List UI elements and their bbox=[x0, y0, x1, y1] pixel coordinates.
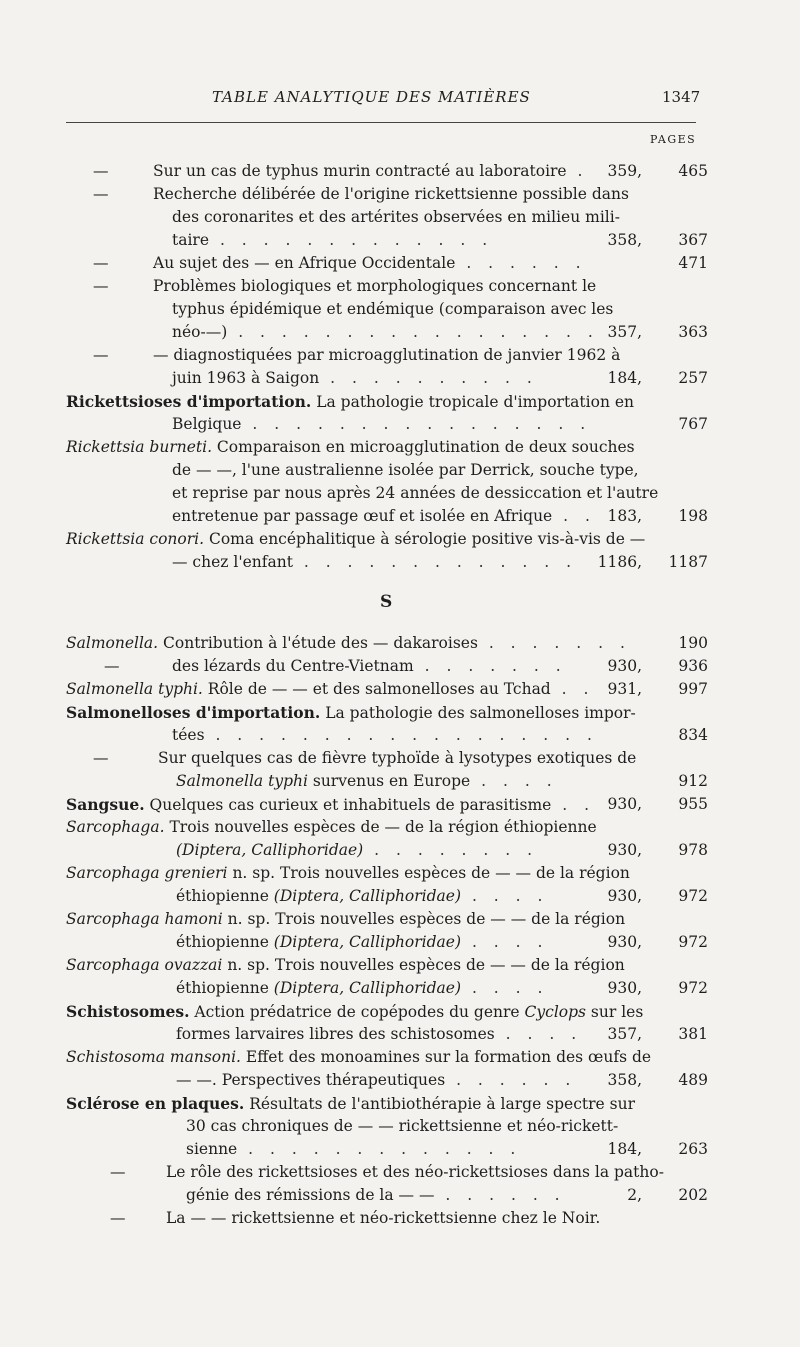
ditto-dash: — bbox=[93, 162, 109, 180]
entry-italic-term: Sarcophaga grenieri bbox=[66, 864, 228, 882]
page-reference: 263 bbox=[678, 1140, 708, 1158]
leader-dots: . . . . . . . . . . . . . bbox=[292, 553, 578, 571]
entry-italic-term: Salmonella typhi bbox=[176, 772, 308, 790]
index-line bbox=[66, 528, 645, 551]
entry-text: des lézards du Centre-Vietnam bbox=[172, 657, 414, 675]
index-line bbox=[172, 367, 538, 390]
index-line bbox=[66, 954, 625, 977]
header-rule bbox=[66, 122, 696, 123]
page-reference: 972 bbox=[678, 887, 708, 905]
ditto-dash: — bbox=[93, 749, 109, 767]
index-line bbox=[172, 321, 599, 344]
entry-italic-term: Cyclops bbox=[524, 1003, 586, 1021]
volume-number: 184, bbox=[607, 369, 642, 387]
entry-italic-term: Sarcophaga. bbox=[66, 818, 165, 836]
volume-number: 930, bbox=[607, 657, 642, 675]
index-line bbox=[66, 1000, 643, 1023]
index-line bbox=[66, 1092, 635, 1115]
index-line bbox=[172, 505, 596, 528]
volume-number: 930, bbox=[607, 841, 642, 859]
page-reference: 834 bbox=[678, 726, 708, 744]
volume-number: 930, bbox=[607, 887, 642, 905]
entry-italic-term: Sarcophaga hamoni bbox=[66, 910, 223, 928]
entry-text: — —. Perspectives thérapeutiques bbox=[176, 1071, 446, 1089]
entry-text: — diagnostiquées par microagglutination de janvier 1962 à bbox=[153, 346, 621, 364]
volume-number: 930, bbox=[607, 933, 642, 951]
index-line bbox=[153, 252, 587, 275]
leader-dots: . . . . . . . bbox=[413, 657, 567, 675]
leader-dots: . . . . bbox=[461, 933, 549, 951]
volume-number: 358, bbox=[607, 231, 642, 249]
entry-italic-term: (Diptera, Calliphoridae) bbox=[176, 841, 364, 859]
entry-text: typhus épidémique et endémique (comparaison avec les bbox=[172, 300, 614, 318]
entry-italic-term: Salmonella. bbox=[66, 634, 159, 652]
entry-text: La — — rickettsienne et néo-rickettsienne chez le Noir. bbox=[166, 1209, 601, 1227]
page-reference: 972 bbox=[678, 933, 708, 951]
entry-text: génie des rémissions de la — — bbox=[186, 1186, 435, 1204]
entry-text: éthiopienne bbox=[176, 979, 274, 997]
leader-dots: . . . . . . . . . . . . . bbox=[209, 231, 494, 249]
leader-dots: . . . . . . . bbox=[477, 634, 631, 652]
index-line bbox=[176, 770, 558, 793]
leader-dots: . . bbox=[550, 680, 595, 698]
volume-number: 1186, bbox=[597, 553, 642, 571]
index-line bbox=[172, 229, 493, 252]
leader-dots: . . . . bbox=[494, 1025, 583, 1043]
entry-italic-term: Schistosoma mansoni. bbox=[66, 1048, 241, 1066]
leader-dots: . . . . bbox=[461, 979, 549, 997]
index-line bbox=[176, 977, 548, 1000]
entry-text: Comparaison en microagglutination de deux souches bbox=[212, 438, 635, 456]
index-line bbox=[186, 1184, 566, 1207]
index-line bbox=[172, 482, 658, 505]
entry-text: juin 1963 à Saigon bbox=[172, 369, 320, 387]
index-line bbox=[186, 1115, 618, 1138]
entry-text: tées bbox=[172, 726, 205, 744]
index-line bbox=[172, 459, 639, 482]
leader-dots: . bbox=[566, 162, 589, 180]
entry-italic-term: Rickettsia conori. bbox=[66, 530, 205, 548]
index-line bbox=[166, 1161, 664, 1184]
volume-number: 930, bbox=[607, 979, 642, 997]
index-line bbox=[66, 678, 594, 701]
page-reference: 190 bbox=[678, 634, 708, 652]
page-reference: 363 bbox=[678, 323, 708, 341]
entry-text: survenus en Europe bbox=[307, 772, 471, 790]
ditto-dash: — bbox=[93, 185, 109, 203]
entry-text: de — —, l'une australienne isolée par Derrick, souche type, bbox=[172, 461, 639, 479]
pages-column-label: PAGES bbox=[650, 133, 697, 146]
entry-text: Rôle de — — et des salmonelloses au Tchad bbox=[202, 680, 551, 698]
index-line bbox=[176, 885, 548, 908]
page-reference: 936 bbox=[678, 657, 708, 675]
entry-text: Sur quelques cas de fièvre typhoïde à lysotypes exotiques de bbox=[158, 749, 637, 767]
page-number: 1347 bbox=[662, 88, 701, 106]
entry-text: Action prédatrice de copépodes du genre bbox=[189, 1003, 525, 1021]
volume-number: 183, bbox=[607, 507, 642, 525]
entry-text: Résultats de l'antibiothérapie à large spectre sur bbox=[244, 1095, 635, 1113]
index-line bbox=[166, 1207, 600, 1230]
leader-dots: . . . . bbox=[470, 772, 558, 790]
entry-text: Quelques cas curieux et inhabituels de parasitisme bbox=[144, 796, 552, 814]
index-line bbox=[66, 436, 635, 459]
index-line bbox=[66, 632, 631, 655]
volume-number: 358, bbox=[607, 1071, 642, 1089]
index-line bbox=[172, 724, 598, 747]
index-line bbox=[172, 206, 620, 229]
page-reference: 767 bbox=[678, 415, 708, 433]
entry-text: entretenue par passage œuf et isolée en Afrique bbox=[172, 507, 553, 525]
entry-text: Le rôle des rickettsioses et des néo-rickettsioses dans la patho- bbox=[166, 1163, 664, 1181]
entry-text: Effet des monoamines sur la formation des œufs de bbox=[240, 1048, 652, 1066]
page-reference: 912 bbox=[678, 772, 708, 790]
running-title: TABLE ANALYTIQUE DES MATIÈRES bbox=[212, 88, 531, 106]
leader-dots: . . . . . . bbox=[445, 1071, 577, 1089]
entry-text: 30 cas chroniques de — — rickettsienne et néo-rickett- bbox=[186, 1117, 619, 1135]
entry-text: La pathologie tropicale d'importation en bbox=[311, 393, 635, 411]
entry-italic-term: (Diptera, Calliphoridae) bbox=[273, 887, 462, 905]
entry-italic-term: (Diptera, Calliphoridae) bbox=[273, 933, 462, 951]
leader-dots: . . . . . . . . . . . . . . . . . . bbox=[204, 726, 598, 744]
entry-text: Trois nouvelles espèces de — de la région éthiopienne bbox=[164, 818, 597, 836]
entry-italic-term: Sarcophaga ovazzai bbox=[66, 956, 223, 974]
entry-italic-term: Rickettsia burneti. bbox=[66, 438, 212, 456]
leader-dots: . . bbox=[551, 796, 596, 814]
volume-number: 359, bbox=[607, 162, 642, 180]
entry-text: néo-—) bbox=[172, 323, 228, 341]
index-line bbox=[172, 413, 591, 436]
entry-headword: Rickettsioses d'importation. bbox=[66, 392, 312, 411]
entry-headword: Sangsue. bbox=[66, 795, 145, 814]
index-line bbox=[66, 862, 630, 885]
index-line bbox=[66, 793, 595, 816]
page-reference: 972 bbox=[678, 979, 708, 997]
volume-number: 2, bbox=[627, 1186, 642, 1204]
index-line bbox=[176, 1069, 576, 1092]
volume-number: 930, bbox=[607, 795, 642, 813]
ditto-dash: — bbox=[110, 1209, 126, 1227]
page-reference: 465 bbox=[678, 162, 708, 180]
entry-text: sur les bbox=[586, 1003, 644, 1021]
index-line bbox=[176, 1023, 582, 1046]
entry-text: éthiopienne bbox=[176, 887, 274, 905]
index-line bbox=[176, 931, 548, 954]
entry-text: éthiopienne bbox=[176, 933, 274, 951]
entry-text: formes larvaires libres des schistosomes bbox=[176, 1025, 495, 1043]
page-reference: 471 bbox=[678, 254, 708, 272]
entry-text: n. sp. Trois nouvelles espèces de — — de la région bbox=[222, 956, 625, 974]
entry-text: taire bbox=[172, 231, 210, 249]
volume-number: 931, bbox=[607, 680, 642, 698]
entry-text: Problèmes biologiques et morphologiques concernant le bbox=[153, 277, 597, 295]
index-line bbox=[172, 551, 577, 574]
leader-dots: . . . . . . . . . . . . . bbox=[237, 1140, 522, 1158]
leader-dots: . . . . . . bbox=[434, 1186, 566, 1204]
page-reference: 367 bbox=[678, 231, 708, 249]
entry-text: n. sp. Trois nouvelles espèces de — — de la région bbox=[227, 864, 630, 882]
entry-text: Contribution à l'étude des — dakaroises bbox=[158, 634, 478, 652]
index-line bbox=[176, 839, 538, 862]
page-reference: 1187 bbox=[668, 553, 708, 571]
entry-text: des coronarites et des artérites observées en milieu mili- bbox=[172, 208, 620, 226]
entry-italic-term: Salmonella typhi. bbox=[66, 680, 203, 698]
index-line bbox=[66, 1046, 651, 1069]
section-letter: S bbox=[380, 592, 393, 612]
index-line bbox=[172, 298, 613, 321]
index-line bbox=[66, 701, 636, 724]
entry-text: — chez l'enfant bbox=[172, 553, 293, 571]
entry-text: et reprise par nous après 24 années de dessiccation et l'autre bbox=[172, 484, 659, 502]
entry-text: sienne bbox=[186, 1140, 238, 1158]
volume-number: 184, bbox=[607, 1140, 642, 1158]
entry-text: Au sujet des — en Afrique Occidentale bbox=[153, 254, 456, 272]
page-reference: 198 bbox=[678, 507, 708, 525]
index-line bbox=[153, 344, 620, 367]
entry-text: Coma encéphalitique à sérologie positive vis-à-vis de — bbox=[204, 530, 646, 548]
leader-dots: . . bbox=[552, 507, 596, 525]
index-line bbox=[186, 1138, 521, 1161]
ditto-dash: — bbox=[93, 277, 109, 295]
leader-dots: . . . . . . . . bbox=[363, 841, 539, 859]
ditto-dash: — bbox=[93, 346, 109, 364]
entry-text: Sur un cas de typhus murin contracté au laboratoire bbox=[153, 162, 567, 180]
ditto-dash: — bbox=[104, 657, 120, 675]
index-line bbox=[153, 275, 596, 298]
page-reference: 489 bbox=[678, 1071, 708, 1089]
page-reference: 257 bbox=[678, 369, 708, 387]
entry-headword: Sclérose en plaques. bbox=[66, 1094, 245, 1113]
index-line bbox=[66, 908, 625, 931]
volume-number: 357, bbox=[607, 1025, 642, 1043]
entry-italic-term: (Diptera, Calliphoridae) bbox=[273, 979, 462, 997]
index-line bbox=[66, 390, 634, 413]
page-reference: 202 bbox=[678, 1186, 708, 1204]
index-line bbox=[153, 183, 629, 206]
page-reference: 955 bbox=[678, 795, 708, 813]
entry-text: Belgique bbox=[172, 415, 242, 433]
entry-text: n. sp. Trois nouvelles espèces de — — de la région bbox=[222, 910, 626, 928]
index-line bbox=[158, 747, 636, 770]
page-reference: 997 bbox=[678, 680, 708, 698]
volume-number: 357, bbox=[607, 323, 642, 341]
ditto-dash: — bbox=[110, 1163, 126, 1181]
index-line bbox=[172, 655, 567, 678]
entry-text: Recherche délibérée de l'origine rickettsienne possible dans bbox=[153, 185, 629, 203]
leader-dots: . . . . . . . . . . . . . . . . . bbox=[227, 323, 599, 341]
ditto-dash: — bbox=[93, 254, 109, 272]
index-line bbox=[153, 160, 588, 183]
entry-headword: Schistosomes. bbox=[66, 1002, 190, 1021]
index-line bbox=[66, 816, 597, 839]
leader-dots: . . . . . . bbox=[455, 254, 587, 272]
entry-text: La pathologie des salmonelloses impor- bbox=[320, 704, 636, 722]
leader-dots: . . . . . . . . . . bbox=[319, 369, 538, 387]
page-reference: 978 bbox=[678, 841, 708, 859]
leader-dots: . . . . bbox=[461, 887, 549, 905]
leader-dots: . . . . . . . . . . . . . . . . bbox=[241, 415, 592, 433]
page-reference: 381 bbox=[678, 1025, 708, 1043]
entry-headword: Salmonelloses d'importation. bbox=[66, 703, 321, 722]
